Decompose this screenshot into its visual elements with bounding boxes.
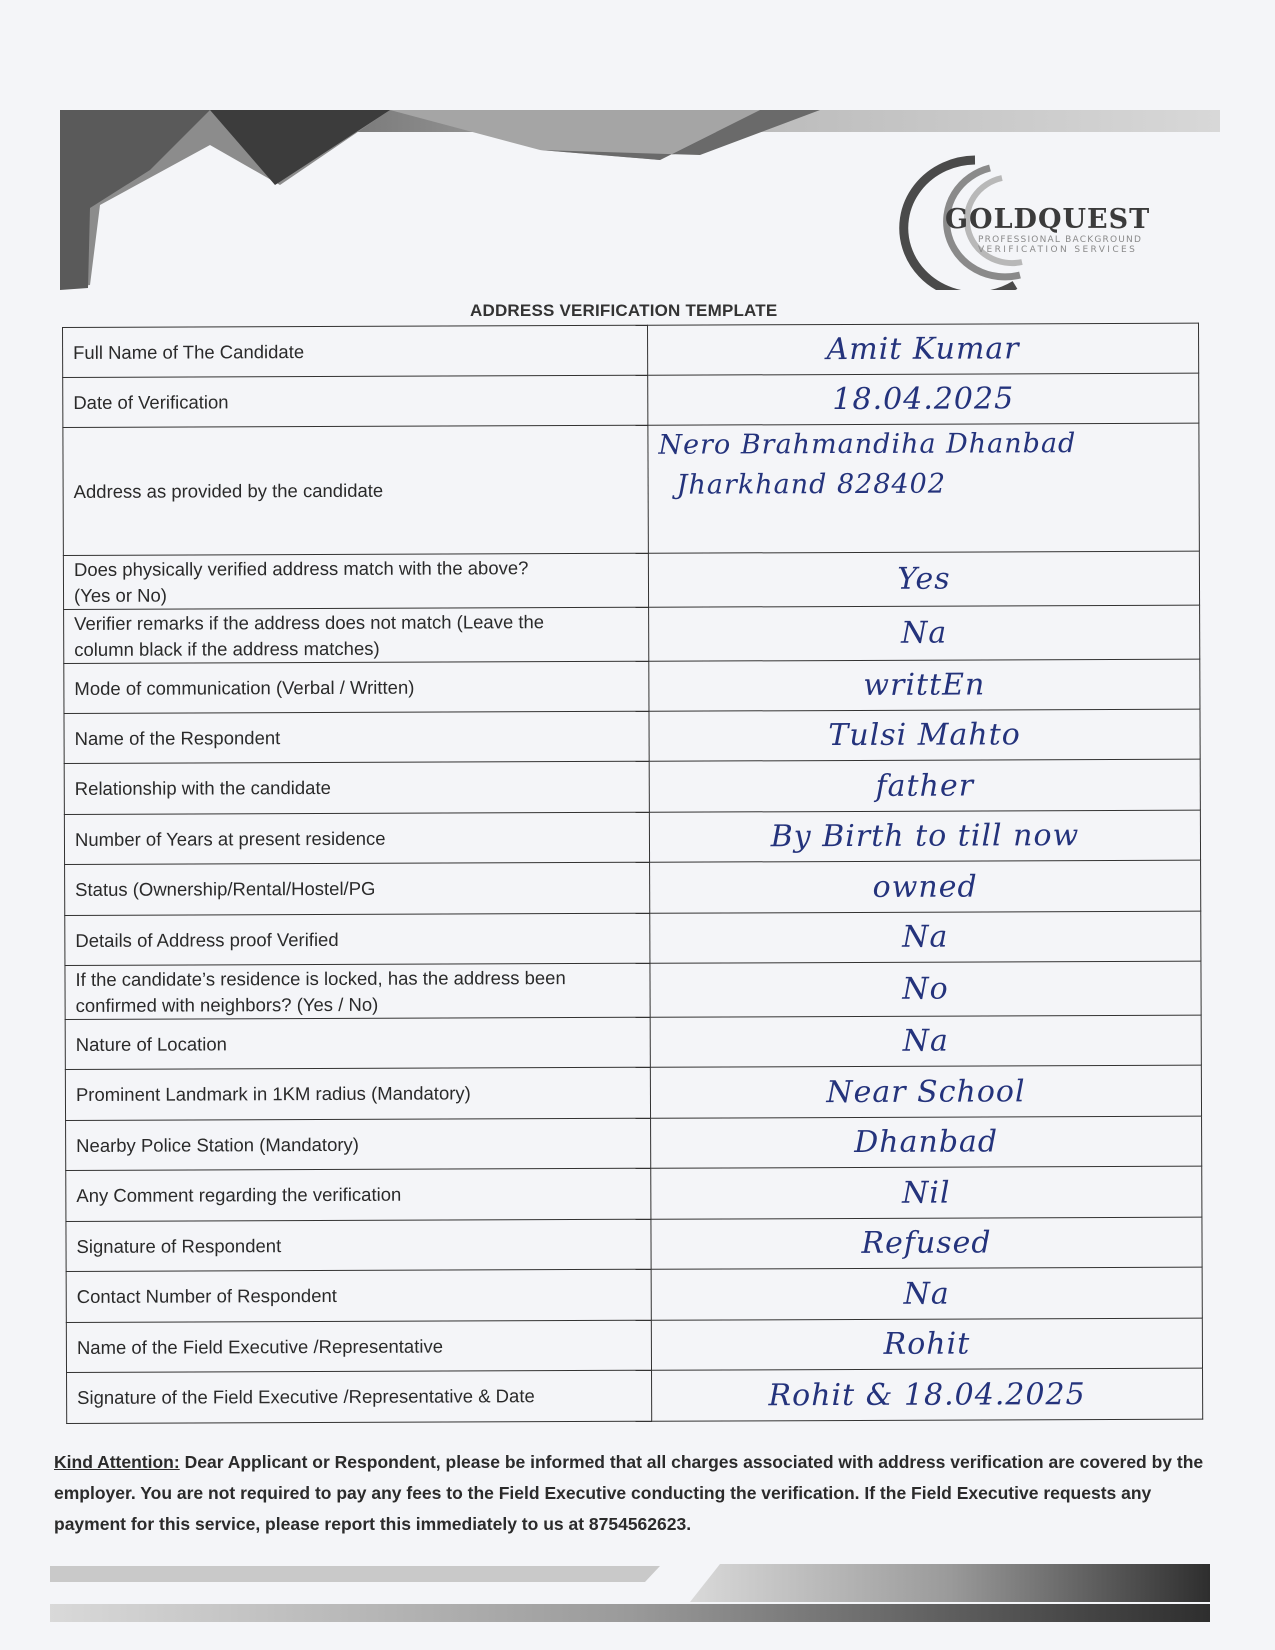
handwritten-value: Na bbox=[650, 1015, 1201, 1067]
table-row bbox=[66, 1166, 1202, 1221]
table-row bbox=[63, 323, 1199, 377]
handwritten-value: Near School bbox=[650, 1065, 1201, 1118]
handwritten-value: By Birth to till now bbox=[649, 810, 1200, 862]
field-label: Number of Years at present residence bbox=[64, 812, 649, 864]
handwritten-value: Yes bbox=[648, 551, 1199, 607]
handwritten-address bbox=[648, 423, 1199, 553]
logo-tagline-2: VERIFICATION SERVICES bbox=[978, 245, 1138, 255]
field-label: Full Name of The Candidate bbox=[63, 325, 648, 377]
table-row bbox=[64, 759, 1200, 814]
table-row bbox=[64, 659, 1200, 713]
table-row bbox=[64, 810, 1200, 864]
table-row bbox=[63, 551, 1199, 609]
field-label: Relationship with the candidate bbox=[64, 761, 649, 814]
table-row bbox=[66, 1318, 1202, 1372]
handwritten-value: Dhanbad bbox=[651, 1116, 1202, 1168]
table-row bbox=[63, 373, 1199, 427]
field-label: Address as provided by the candidate bbox=[63, 425, 648, 555]
field-label: Nature of Location bbox=[65, 1017, 650, 1069]
field-label-line: column black if the address matches) bbox=[74, 637, 380, 660]
table-row bbox=[65, 961, 1201, 1019]
field-label: Nearby Police Station (Mandatory) bbox=[66, 1118, 651, 1170]
table-row bbox=[64, 605, 1200, 663]
handwritten-value: Tulsi Mahto bbox=[649, 709, 1200, 761]
handwritten-value: writtEn bbox=[649, 659, 1200, 711]
table-row bbox=[66, 1116, 1202, 1170]
field-label: Details of Address proof Verified bbox=[65, 913, 650, 965]
table-row bbox=[63, 423, 1199, 555]
footer-decoration bbox=[50, 1562, 1210, 1630]
table-row bbox=[64, 709, 1200, 763]
table-row bbox=[65, 1015, 1201, 1069]
field-label: Date of Verification bbox=[63, 375, 648, 427]
field-label: Name of the Field Executive /Representative bbox=[66, 1320, 651, 1372]
handwritten-value: Na bbox=[651, 1267, 1202, 1320]
field-label bbox=[63, 553, 648, 609]
field-label-line: (Yes or No) bbox=[73, 584, 167, 606]
table-row bbox=[67, 1368, 1203, 1423]
table-row bbox=[65, 860, 1201, 915]
field-label: Signature of Respondent bbox=[66, 1219, 651, 1271]
table-row bbox=[65, 1065, 1201, 1120]
field-label: Name of the Respondent bbox=[64, 711, 649, 763]
field-label: Signature of the Field Executive /Representative & Date bbox=[67, 1370, 652, 1423]
field-label bbox=[65, 963, 650, 1019]
field-label: Contact Number of Respondent bbox=[66, 1269, 651, 1322]
table-row bbox=[66, 1217, 1202, 1271]
field-label bbox=[64, 607, 649, 663]
field-label-line: Verifier remarks if the address does not match (Leave the bbox=[74, 610, 545, 634]
field-label-line: If the candidate’s residence is locked, has the address been bbox=[75, 966, 566, 990]
address-line-1: Nero Brahmandiha Dhanbad bbox=[658, 428, 1077, 461]
logo-title: GOLDQUEST bbox=[945, 204, 1151, 235]
field-label: Mode of communication (Verbal / Written) bbox=[64, 661, 649, 713]
handwritten-value: Amit Kumar bbox=[647, 323, 1198, 375]
field-label: Status (Ownership/Rental/Hostel/PG bbox=[65, 862, 650, 915]
handwritten-value: Na bbox=[650, 911, 1201, 963]
handwritten-value: father bbox=[649, 759, 1200, 812]
field-label: Any Comment regarding the verification bbox=[66, 1168, 651, 1221]
handwritten-value: No bbox=[650, 961, 1201, 1017]
handwritten-value: Refused bbox=[651, 1217, 1202, 1269]
notice-heading: Kind Attention: bbox=[54, 1452, 180, 1472]
handwritten-value: Rohit bbox=[651, 1318, 1202, 1370]
address-line-2: Jharkhand 828402 bbox=[676, 468, 947, 501]
notice-text: Dear Applicant or Respondent, please be informed that all charges associated with address verification are covered by the employer. You are not required to pay any fees to the Field Executive conducting the verification. If the Field Executive requests any payment for this service, please report this immediately to us at 8754562623. bbox=[54, 1452, 1204, 1534]
handwritten-value: 18.04.2025 bbox=[648, 373, 1199, 425]
table-row bbox=[65, 911, 1201, 965]
field-label: Prominent Landmark in 1KM radius (Mandatory) bbox=[65, 1067, 650, 1120]
form-title: ADDRESS VERIFICATION TEMPLATE bbox=[470, 301, 778, 320]
verification-table bbox=[62, 323, 1203, 1424]
kind-attention-notice bbox=[54, 1447, 1204, 1540]
table-row bbox=[66, 1267, 1202, 1322]
handwritten-value: owned bbox=[650, 860, 1201, 913]
field-label-line: Does physically verified address match with the above? bbox=[73, 556, 529, 580]
field-label-line: confirmed with neighbors? (Yes / No) bbox=[75, 993, 379, 1016]
handwritten-value: Nil bbox=[651, 1166, 1202, 1219]
handwritten-value: Na bbox=[649, 605, 1200, 661]
logo-tagline-1: PROFESSIONAL BACKGROUND bbox=[978, 235, 1143, 245]
handwritten-value: Rohit & 18.04.2025 bbox=[652, 1368, 1203, 1421]
